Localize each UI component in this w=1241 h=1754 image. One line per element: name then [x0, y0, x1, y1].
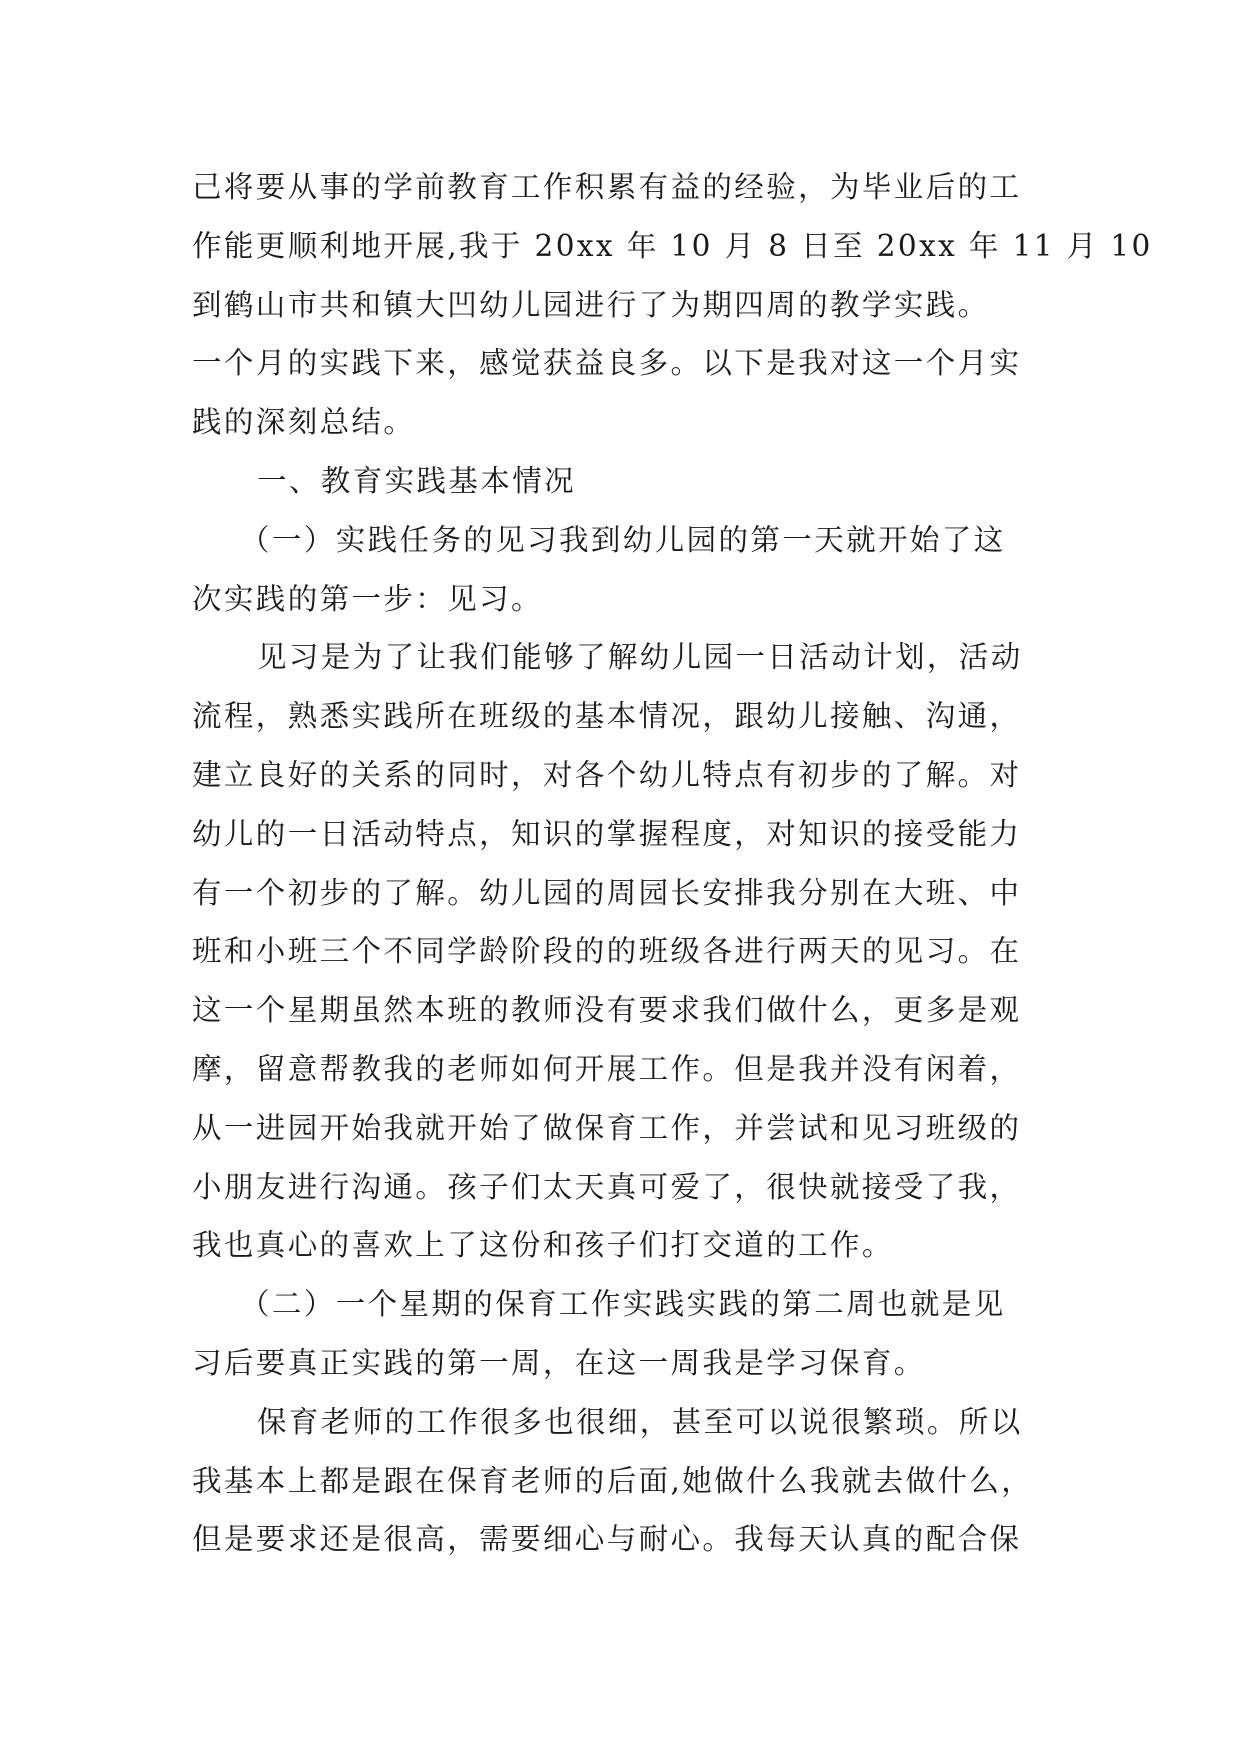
subsection-heading: （一）实践任务的见习我到幼儿园的第一天就开始了这	[240, 522, 1006, 557]
text-line: 从一进园开始我就开始了做保育工作，并尝试和见习班级的	[192, 1110, 1022, 1145]
paragraph-start: 见习是为了让我们能够了解幼儿园一日活动计划，活动	[257, 640, 1023, 675]
body-text	[192, 158, 1153, 1569]
text-line: 作能更顺利地开展,我于 20xx 年 10 月 8 日至 20xx 年 11 月 10	[192, 228, 1153, 263]
text-line: 建立良好的关系的同时，对各个幼儿特点有初步的了解。对	[192, 757, 1022, 792]
subsection-heading: （二）一个星期的保育工作实践实践的第二周也就是见	[240, 1287, 1006, 1322]
section-heading: 一、教育实践基本情况	[257, 463, 577, 498]
text-line: 我基本上都是跟在保育老师的后面,她做什么我就去做什么，	[192, 1463, 1034, 1498]
text-line: 践的深刻总结。	[192, 405, 416, 440]
text-line: 到鹤山市共和镇大凹幼儿园进行了为期四周的教学实践。	[192, 287, 990, 322]
text-line: 己将要从事的学前教育工作积累有益的经验，为毕业后的工	[192, 170, 1022, 204]
text-line: 习后要真正实践的第一周，在这一周我是学习保育。	[192, 1345, 926, 1380]
paragraph-start: 保育老师的工作很多也很细，甚至可以说很繁琐。所以	[257, 1404, 1023, 1439]
text-line: 摩，留意帮教我的老师如何开展工作。但是我并没有闲着，	[192, 1051, 1022, 1086]
text-line: 一个月的实践下来，感觉获益良多。以下是我对这一个月实	[192, 346, 1022, 381]
text-line: 有一个初步的了解。幼儿园的周园长安排我分别在大班、中	[192, 875, 1022, 910]
text-line: 次实践的第一步：见习。	[192, 581, 543, 616]
text-line: 但是要求还是很高，需要细心与耐心。我每天认真的配合保	[192, 1522, 1022, 1557]
text-line: 流程，熟悉实践所在班级的基本情况，跟幼儿接触、沟通，	[192, 699, 1022, 734]
text-line: 小朋友进行沟通。孩子们太天真可爱了，很快就接受了我，	[192, 1169, 1022, 1204]
text-line: 我也真心的喜欢上了这份和孩子们打交道的工作。	[192, 1228, 894, 1263]
text-line: 幼儿的一日活动特点，知识的掌握程度，对知识的接受能力	[192, 816, 1022, 851]
text-line: 班和小班三个不同学龄阶段的的班级各进行两天的见习。在	[192, 934, 1022, 969]
text-line: 这一个星期虽然本班的教师没有要求我们做什么，更多是观	[192, 993, 1022, 1028]
